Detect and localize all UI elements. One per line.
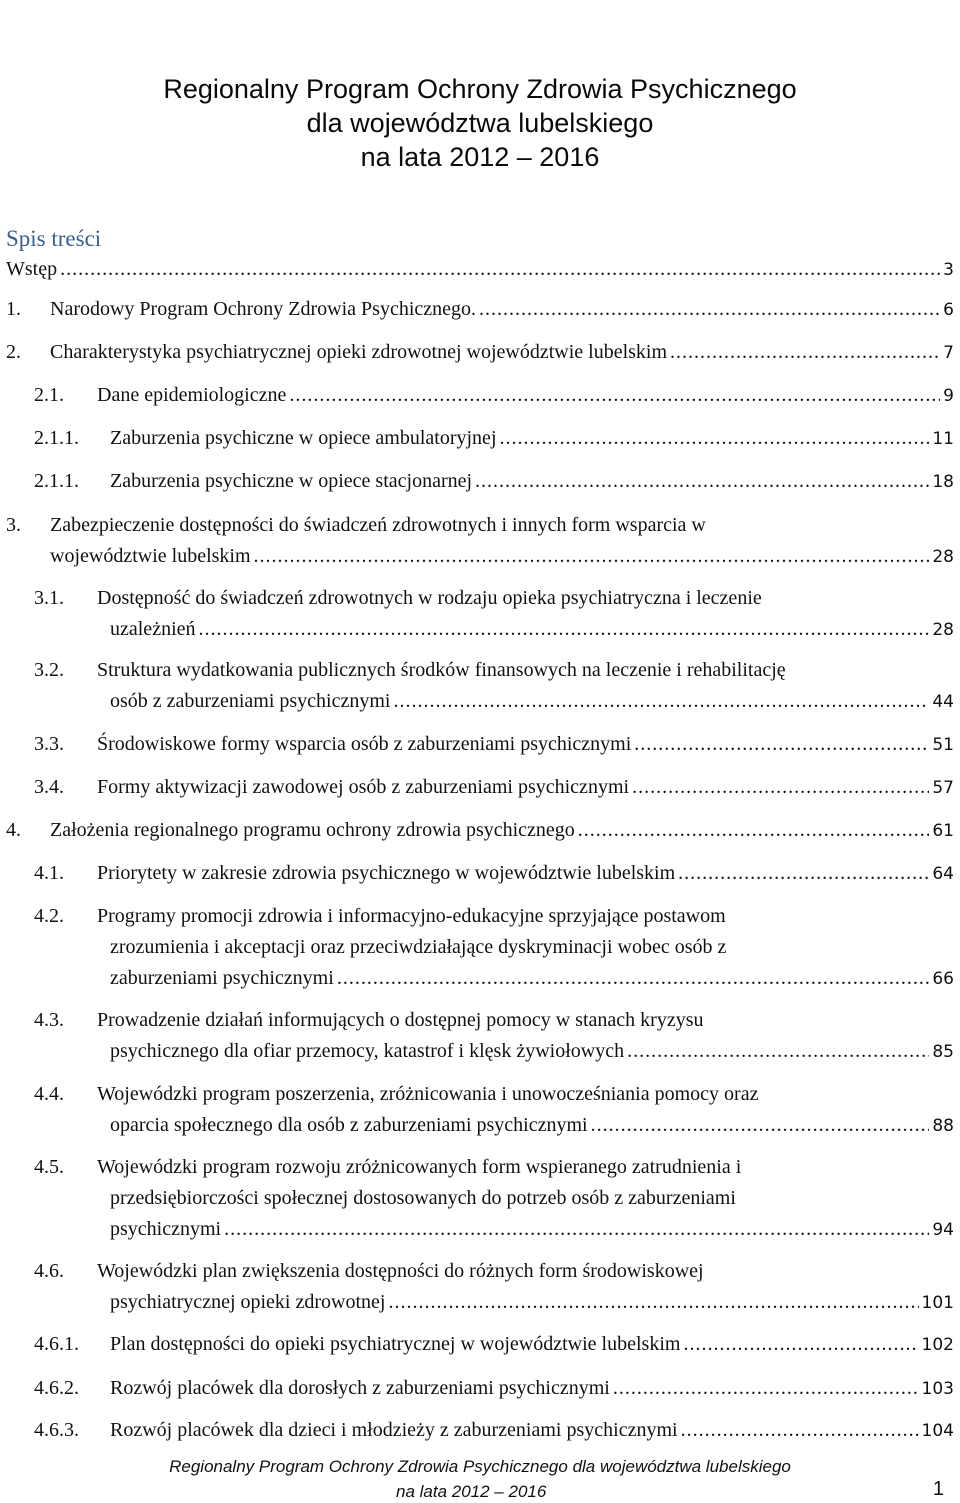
toc-entry-number: 4.6.1. — [34, 1333, 79, 1355]
toc-entry-number: 3.4. — [34, 776, 64, 798]
toc-entry-number: 4.6.2. — [34, 1377, 79, 1399]
toc-entry-line[interactable] — [110, 967, 954, 993]
toc-dot-leader — [632, 776, 929, 799]
toc-entry-page: 11 — [932, 429, 954, 449]
toc-entry-page: 51 — [932, 735, 954, 755]
toc-entry-line[interactable] — [50, 545, 954, 571]
toc-entry-text: Priorytety w zakresie zdrowia psychicznego w województwie lubelskim — [97, 862, 676, 884]
toc-entry-text: Plan dostępności do opieki psychiatrycznej w województwie lubelskim — [110, 1333, 681, 1355]
toc-entry-line[interactable] — [6, 819, 954, 845]
toc-entry-page: 6 — [943, 300, 954, 320]
footer-line-1: Regionalny Program Ochrony Zdrowia Psychicznego dla województwa lubelskiego — [169, 1457, 791, 1476]
toc-entry-page: 44 — [932, 692, 954, 712]
toc-entry-page: 18 — [932, 472, 954, 492]
toc-entry-text: Narodowy Program Ochrony Zdrowia Psychicznego. — [50, 298, 477, 320]
toc-entry-page: 104 — [921, 1421, 954, 1441]
toc-entry-text: psychicznymi — [110, 1218, 222, 1240]
toc-entry-page: 88 — [932, 1116, 954, 1136]
toc-entry-text: Struktura wydatkowania publicznych środków finansowych na leczenie i rehabilitację — [97, 659, 786, 681]
toc-entry-text: Charakterystyka psychiatrycznej opieki zdrowotnej województwie lubelskim — [50, 341, 668, 363]
toc-entry-text: Założenia regionalnego programu ochrony zdrowia psychicznego — [50, 819, 575, 841]
toc-entry-text: Formy aktywizacji zawodowej osób z zaburzeniami psychicznymi — [97, 776, 630, 798]
toc-entry-number: 4.4. — [34, 1083, 64, 1105]
toc-entry-text: zaburzeniami psychicznymi — [110, 967, 334, 989]
toc-dot-leader — [475, 470, 929, 493]
toc-entry-line[interactable] — [6, 514, 954, 540]
toc-entry-number: 3.3. — [34, 733, 64, 755]
toc-entry-number: 4.3. — [34, 1009, 64, 1031]
toc-entry-number: 2.1. — [34, 384, 64, 406]
toc-entry-page: 66 — [932, 969, 954, 989]
toc-entry-page: 57 — [932, 778, 954, 798]
toc-entry-number: 2.1.1. — [34, 470, 79, 492]
toc-entry-text: województwie lubelskim — [50, 545, 251, 567]
toc-entry-line[interactable] — [34, 1377, 954, 1403]
toc-entry-line[interactable] — [34, 776, 954, 802]
toc-entry-page: 64 — [932, 864, 954, 884]
footer-line-2: na lata 2012 – 2016 — [396, 1482, 547, 1501]
toc-entry-text: oparcia społecznego dla osób z zaburzeniami psychicznymi — [110, 1114, 588, 1136]
toc-entry-page: 94 — [932, 1220, 954, 1240]
toc-entry-page: 85 — [932, 1042, 954, 1062]
toc-entry-text: Wojewódzki program rozwoju zróżnicowanych form wspieranego zatrudnienia i — [97, 1156, 742, 1178]
toc-dot-leader — [578, 819, 930, 842]
toc-entry-line[interactable] — [34, 862, 954, 888]
toc-entry-page: 102 — [921, 1335, 954, 1355]
toc-dot-leader — [337, 967, 930, 990]
title-line-2: dla województwa lubelskiego — [306, 108, 654, 138]
toc-dot-leader — [613, 1377, 919, 1400]
toc-entry-number: 2. — [6, 341, 21, 363]
toc-dot-leader — [670, 341, 940, 364]
toc-entry-line[interactable] — [34, 1156, 954, 1182]
toc-dot-leader — [199, 618, 930, 641]
toc-entry-page: 101 — [921, 1293, 954, 1313]
toc-dot-leader — [60, 258, 940, 281]
toc-entry-line[interactable] — [110, 1040, 954, 1066]
toc-entry-line[interactable] — [34, 1009, 954, 1035]
toc-dot-leader — [627, 1040, 929, 1063]
toc-entry-text: Rozwój placówek dla dzieci i młodzieży z zaburzeniami psychicznymi — [110, 1419, 678, 1441]
toc-entry-line[interactable] — [110, 1114, 954, 1140]
toc-entry-text: Dane epidemiologiczne — [97, 384, 287, 406]
toc-entry-page: 28 — [932, 547, 954, 567]
toc-entry-number: 4.1. — [34, 862, 64, 884]
toc-entry-page: 28 — [932, 620, 954, 640]
toc-entry-page: 7 — [943, 343, 954, 363]
toc-entry-text: Zaburzenia psychiczne w opiece stacjonarnej — [110, 470, 473, 492]
toc-entry-text: psychiatrycznej opieki zdrowotnej — [110, 1291, 386, 1313]
toc-entry-line[interactable] — [110, 936, 954, 962]
toc-entry-number: 3.1. — [34, 587, 64, 609]
toc-entry-page: 103 — [921, 1379, 954, 1399]
toc-entry-line[interactable] — [34, 1260, 954, 1286]
toc-entry-number: 4. — [6, 819, 21, 841]
toc-entry-number: 4.6.3. — [34, 1419, 79, 1441]
toc-dot-leader — [254, 545, 930, 568]
toc-entry-line[interactable] — [34, 1333, 954, 1359]
toc-entry-line[interactable] — [34, 587, 954, 613]
toc-entry-text: Środowiskowe formy wsparcia osób z zaburzeniami psychicznymi — [97, 733, 632, 755]
toc-entry-text: Zaburzenia psychiczne w opiece ambulatoryjnej — [110, 427, 497, 449]
toc-dot-leader — [289, 384, 940, 407]
toc-entry-text: Dostępność do świadczeń zdrowotnych w rodzaju opieka psychiatryczna i leczenie — [97, 587, 762, 609]
toc-dot-leader — [393, 690, 929, 713]
toc-entry-text: przedsiębiorczości społecznej dostosowanych do potrzeb osób z zaburzeniami — [110, 1187, 736, 1209]
toc-entry-text: Wstęp — [6, 258, 58, 280]
page-number: 1 — [932, 1478, 944, 1500]
toc-dot-leader — [681, 1419, 919, 1442]
title-line-3: na lata 2012 – 2016 — [360, 142, 600, 172]
toc-dot-leader — [224, 1218, 929, 1241]
toc-entry-number: 4.2. — [34, 905, 64, 927]
toc-dot-leader — [683, 1333, 918, 1356]
toc-dot-leader — [500, 427, 930, 450]
toc-entry-line[interactable] — [34, 659, 954, 685]
toc-entry-line[interactable] — [110, 1187, 954, 1213]
toc-entry-number: 1. — [6, 298, 21, 320]
toc-heading: Spis treści — [6, 226, 102, 251]
toc-dot-leader — [634, 733, 929, 756]
title-line-1: Regionalny Program Ochrony Zdrowia Psychicznego — [163, 74, 797, 104]
toc-entry-number: 4.6. — [34, 1260, 64, 1282]
toc-entry-line[interactable] — [34, 905, 954, 931]
toc-dot-leader — [388, 1291, 918, 1314]
toc-entry-line[interactable] — [34, 1419, 954, 1445]
toc-entry-line[interactable] — [110, 1218, 954, 1244]
toc-entry-text: Wojewódzki plan zwiększenia dostępności do różnych form środowiskowej — [97, 1260, 704, 1282]
toc-entry-text: Zabezpieczenie dostępności do świadczeń zdrowotnych i innych form wsparcia w — [50, 514, 706, 536]
toc-entry-page: 9 — [943, 386, 954, 406]
toc-dot-leader — [591, 1114, 930, 1137]
toc-entry-text: Wojewódzki program poszerzenia, zróżnicowania i unowocześniania pomocy oraz — [97, 1083, 759, 1105]
toc-entry-line[interactable] — [34, 733, 954, 759]
toc-entry-page: 61 — [932, 821, 954, 841]
toc-entry-text: psychicznego dla ofiar przemocy, katastrof i klęsk żywiołowych — [110, 1040, 625, 1062]
toc-entry-line[interactable] — [110, 690, 954, 716]
toc-entry-line[interactable] — [110, 618, 954, 644]
toc-entry-line[interactable] — [6, 341, 954, 367]
toc-dot-leader — [479, 298, 940, 321]
toc-entry-text: osób z zaburzeniami psychicznymi — [110, 690, 391, 712]
toc-entry-line[interactable] — [34, 470, 954, 496]
toc-entry-page: 3 — [943, 260, 954, 280]
toc-dot-leader — [678, 862, 929, 885]
document-title — [0, 72, 960, 174]
toc-entry-line[interactable] — [34, 1083, 954, 1109]
toc-entry-text: zrozumienia i akceptacji oraz przeciwdziałające dyskryminacji wobec osób z — [110, 936, 727, 958]
toc-entry-number: 4.5. — [34, 1156, 64, 1178]
toc-entry-number: 2.1.1. — [34, 427, 79, 449]
toc-entry-number: 3. — [6, 514, 21, 536]
toc-entry-line[interactable] — [34, 384, 954, 410]
toc-entry-line[interactable] — [6, 258, 954, 284]
toc-entry-line[interactable] — [34, 427, 954, 453]
toc-entry-text: uzależnień — [110, 618, 196, 640]
toc-entry-text: Programy promocji zdrowia i informacyjno-edukacyjne sprzyjające postawom — [97, 905, 726, 927]
toc-entry-text: Prowadzenie działań informujących o dostępnej pomocy w stanach kryzysu — [97, 1009, 704, 1031]
toc-entry-line[interactable] — [110, 1291, 954, 1317]
toc-entry-line[interactable] — [6, 298, 954, 324]
toc-entry-text: Rozwój placówek dla dorosłych z zaburzeniami psychicznymi — [110, 1377, 610, 1399]
toc-entry-number: 3.2. — [34, 659, 64, 681]
